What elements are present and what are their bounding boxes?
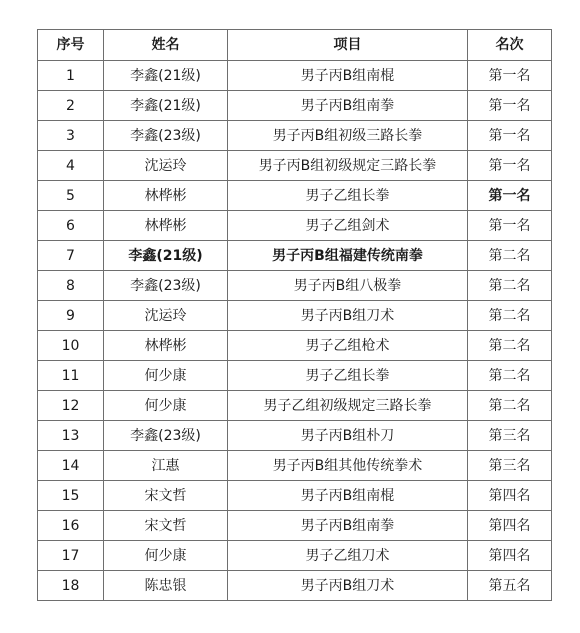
- cell-event: 男子丙B组南棍: [228, 61, 468, 91]
- cell-name: 李鑫(21级): [104, 241, 228, 271]
- table-row: [38, 271, 552, 301]
- cell-event: 男子丙B组福建传统南拳: [228, 241, 468, 271]
- cell-event: 男子乙组长拳: [228, 181, 468, 211]
- cell-no: 10: [38, 331, 104, 361]
- cell-event: 男子丙B组刀术: [228, 571, 468, 601]
- table-row: [38, 391, 552, 421]
- cell-name: 陈忠银: [104, 571, 228, 601]
- cell-event: 男子乙组长拳: [228, 361, 468, 391]
- cell-no: 13: [38, 421, 104, 451]
- cell-no: 16: [38, 511, 104, 541]
- cell-rank: 第二名: [468, 361, 552, 391]
- cell-rank: 第二名: [468, 391, 552, 421]
- results-table: [37, 29, 552, 601]
- cell-name: 李鑫(23级): [104, 421, 228, 451]
- header-rank: 名次: [468, 30, 552, 61]
- cell-no: 18: [38, 571, 104, 601]
- cell-event: 男子丙B组南拳: [228, 511, 468, 541]
- cell-event: 男子丙B组八极拳: [228, 271, 468, 301]
- table-row: [38, 541, 552, 571]
- cell-no: 4: [38, 151, 104, 181]
- cell-name: 李鑫(23级): [104, 121, 228, 151]
- table-row: [38, 331, 552, 361]
- cell-rank: 第一名: [468, 211, 552, 241]
- cell-rank: 第五名: [468, 571, 552, 601]
- cell-name: 宋文哲: [104, 511, 228, 541]
- cell-rank: 第四名: [468, 511, 552, 541]
- cell-name: 宋文哲: [104, 481, 228, 511]
- cell-name: 何少康: [104, 391, 228, 421]
- cell-rank: 第一名: [468, 151, 552, 181]
- cell-no: 3: [38, 121, 104, 151]
- header-event: 项目: [228, 30, 468, 61]
- cell-event: 男子乙组初级规定三路长拳: [228, 391, 468, 421]
- table-row: [38, 571, 552, 601]
- cell-no: 15: [38, 481, 104, 511]
- cell-event: 男子乙组枪术: [228, 331, 468, 361]
- cell-no: 12: [38, 391, 104, 421]
- cell-rank: 第二名: [468, 331, 552, 361]
- table-row: [38, 511, 552, 541]
- cell-name: 林桦彬: [104, 331, 228, 361]
- cell-name: 李鑫(21级): [104, 91, 228, 121]
- cell-name: 沈运玲: [104, 301, 228, 331]
- cell-rank: 第一名: [468, 181, 552, 211]
- table-row: [38, 301, 552, 331]
- table-row: [38, 451, 552, 481]
- cell-rank: 第四名: [468, 481, 552, 511]
- cell-no: 11: [38, 361, 104, 391]
- cell-no: 1: [38, 61, 104, 91]
- cell-event: 男子乙组剑术: [228, 211, 468, 241]
- cell-no: 8: [38, 271, 104, 301]
- cell-name: 李鑫(23级): [104, 271, 228, 301]
- table-row: [38, 361, 552, 391]
- cell-no: 5: [38, 181, 104, 211]
- cell-event: 男子丙B组南棍: [228, 481, 468, 511]
- cell-rank: 第二名: [468, 241, 552, 271]
- cell-name: 林桦彬: [104, 211, 228, 241]
- table-row: [38, 151, 552, 181]
- cell-no: 6: [38, 211, 104, 241]
- cell-event: 男子乙组刀术: [228, 541, 468, 571]
- table-row: [38, 481, 552, 511]
- header-row: [38, 30, 552, 61]
- cell-rank: 第二名: [468, 271, 552, 301]
- table-row: [38, 241, 552, 271]
- table-row: [38, 421, 552, 451]
- cell-rank: 第三名: [468, 421, 552, 451]
- cell-name: 江惠: [104, 451, 228, 481]
- cell-rank: 第三名: [468, 451, 552, 481]
- table-row: [38, 61, 552, 91]
- cell-event: 男子丙B组其他传统拳术: [228, 451, 468, 481]
- cell-name: 沈运玲: [104, 151, 228, 181]
- cell-event: 男子丙B组初级三路长拳: [228, 121, 468, 151]
- cell-rank: 第一名: [468, 121, 552, 151]
- cell-no: 2: [38, 91, 104, 121]
- cell-no: 17: [38, 541, 104, 571]
- cell-no: 14: [38, 451, 104, 481]
- cell-event: 男子丙B组初级规定三路长拳: [228, 151, 468, 181]
- cell-name: 何少康: [104, 541, 228, 571]
- cell-rank: 第四名: [468, 541, 552, 571]
- cell-name: 林桦彬: [104, 181, 228, 211]
- table-row: [38, 121, 552, 151]
- table-row: [38, 91, 552, 121]
- cell-rank: 第一名: [468, 61, 552, 91]
- cell-rank: 第二名: [468, 301, 552, 331]
- cell-event: 男子丙B组朴刀: [228, 421, 468, 451]
- cell-name: 李鑫(21级): [104, 61, 228, 91]
- cell-event: 男子丙B组刀术: [228, 301, 468, 331]
- cell-name: 何少康: [104, 361, 228, 391]
- cell-no: 7: [38, 241, 104, 271]
- header-name: 姓名: [104, 30, 228, 61]
- table-row: [38, 211, 552, 241]
- cell-no: 9: [38, 301, 104, 331]
- header-no: 序号: [38, 30, 104, 61]
- cell-event: 男子丙B组南拳: [228, 91, 468, 121]
- table-row: [38, 181, 552, 211]
- cell-rank: 第一名: [468, 91, 552, 121]
